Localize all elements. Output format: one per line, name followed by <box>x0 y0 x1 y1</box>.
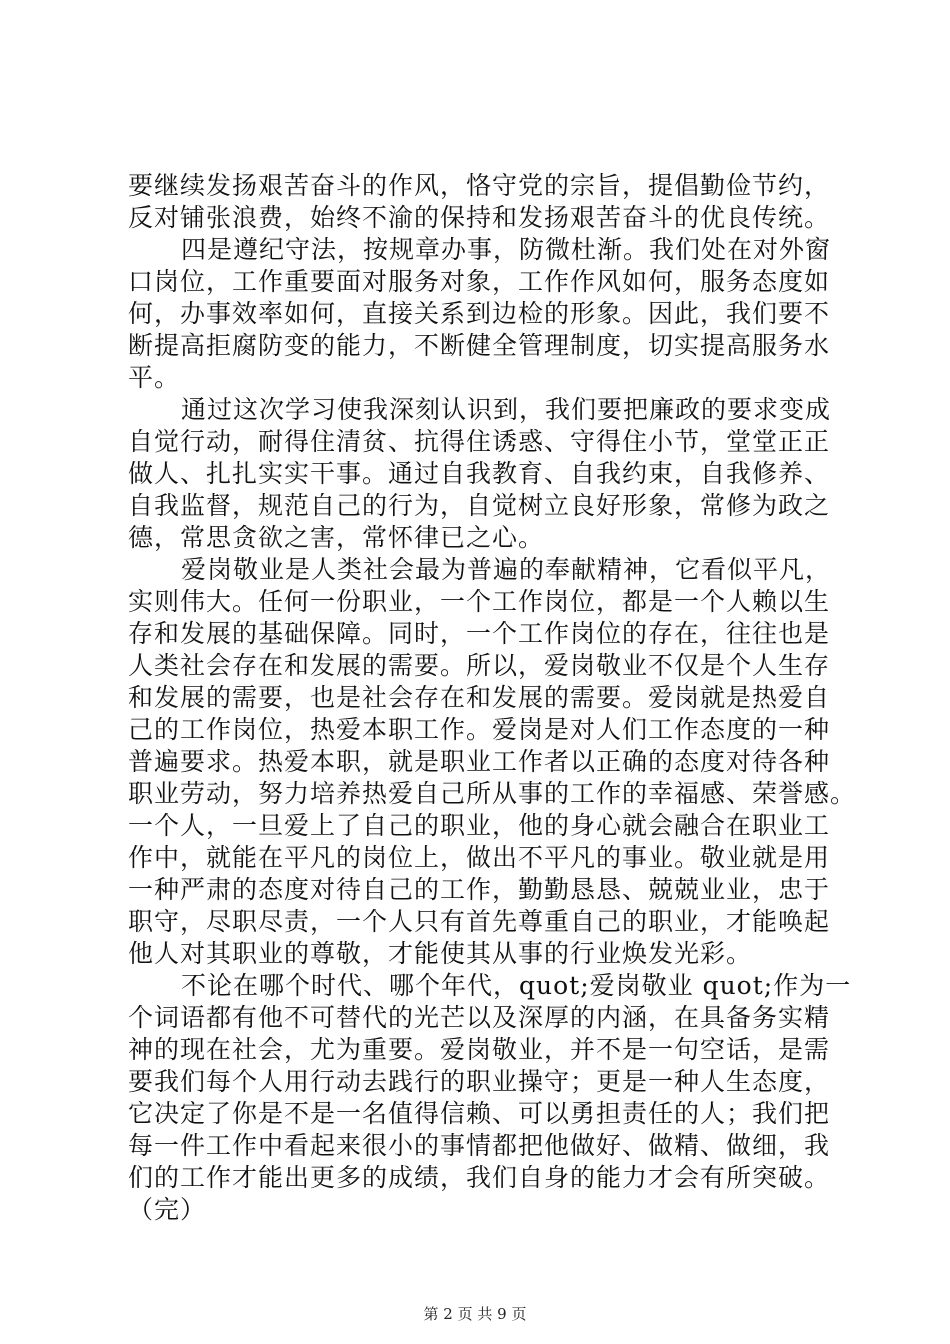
paragraph <box>128 234 838 394</box>
page-number-label: 第 2 页 共 9 页 <box>423 1305 527 1323</box>
text-line: 断提高拒腐防变的能力，不断健全管理制度，切实提高服务水 <box>128 331 831 360</box>
document-body <box>128 170 857 1226</box>
paragraph <box>128 970 852 1226</box>
paragraph <box>128 170 838 234</box>
text-line: 己的工作岗位，热爱本职工作。爱岗是对人们工作态度的一种 <box>128 715 831 744</box>
text-line: 他人对其职业的尊敬，才能使其从事的行业焕发光彩。 <box>128 939 753 968</box>
text-line: 一个人，一旦爱上了自己的职业，他的身心就会融合在职业工 <box>128 811 831 840</box>
text-line: 它决定了你是不是一名值得信赖、可以勇担责任的人；我们把 <box>128 1099 831 1128</box>
text-line: 神的现在社会，尤为重要。爱岗敬业，并不是一句空话，是需 <box>128 1035 831 1064</box>
text-line: 不论在哪个时代、哪个年代，quot;爱岗敬业 quot;作为一 <box>181 971 852 1000</box>
text-line: 个词语都有他不可替代的光芒以及深厚的内涵，在具备务实精 <box>128 1003 831 1032</box>
paragraph <box>128 394 838 554</box>
text-line: 和发展的需要，也是社会存在和发展的需要。爱岗就是热爱自 <box>128 683 831 712</box>
text-line: 存和发展的基础保障。同时，一个工作岗位的存在，往往也是 <box>128 619 831 648</box>
text-line: 自我监督，规范自己的行为，自觉树立良好形象，常修为政之 <box>128 491 831 520</box>
text-line: 自觉行动，耐得住清贫、抗得住诱惑、守得住小节，堂堂正正 <box>128 427 831 456</box>
text-line: 一种严肃的态度对待自己的工作，勤勤恳恳、兢兢业业，忠于 <box>128 875 831 904</box>
text-line: 四是遵纪守法，按规章办事，防微杜渐。我们处在对外窗 <box>181 235 832 264</box>
text-line: 做人、扎扎实实干事。通过自我教育、自我约束，自我修养、 <box>128 459 831 488</box>
text-line: 平。 <box>128 363 181 392</box>
text-line: 通过这次学习使我深刻认识到，我们要把廉政的要求变成 <box>181 395 832 424</box>
text-line: 普遍要求。热爱本职，就是职业工作者以正确的态度对待各种 <box>128 747 831 776</box>
text-line: 职业劳动，努力培养热爱自己所从事的工作的幸福感、荣誉感。 <box>128 779 857 808</box>
text-line: 要继续发扬艰苦奋斗的作风，恪守党的宗旨，提倡勤俭节约， <box>128 171 831 200</box>
text-line: 反对铺张浪费，始终不渝的保持和发扬艰苦奋斗的优良传统。 <box>128 203 831 232</box>
text-line: 实则伟大。任何一份职业，一个工作岗位，都是一个人赖以生 <box>128 587 831 616</box>
page-footer <box>0 1303 950 1324</box>
text-line: 德，常思贪欲之害，常怀律已之心。 <box>128 523 545 552</box>
text-line: 人类社会存在和发展的需要。所以，爱岗敬业不仅是个人生存 <box>128 651 831 680</box>
paragraph <box>128 554 857 970</box>
text-line: 职守，尽职尽责，一个人只有首先尊重自己的职业，才能唤起 <box>128 907 831 936</box>
text-line: 爱岗敬业是人类社会最为普遍的奉献精神，它看似平凡， <box>181 555 832 584</box>
text-line: 作中，就能在平凡的岗位上，做出不平凡的事业。敬业就是用 <box>128 843 831 872</box>
text-line: 口岗位，工作重要面对服务对象，工作作风如何，服务态度如 <box>128 267 831 296</box>
text-line: 要我们每个人用行动去践行的职业操守；更是一种人生态度， <box>128 1067 831 1096</box>
text-line: （完） <box>128 1195 207 1224</box>
text-line: 每一件工作中看起来很小的事情都把他做好、做精、做细，我 <box>128 1131 831 1160</box>
text-line: 何，办事效率如何，直接关系到边检的形象。因此，我们要不 <box>128 299 831 328</box>
text-line: 们的工作才能出更多的成绩，我们自身的能力才会有所突破。 <box>128 1163 831 1192</box>
